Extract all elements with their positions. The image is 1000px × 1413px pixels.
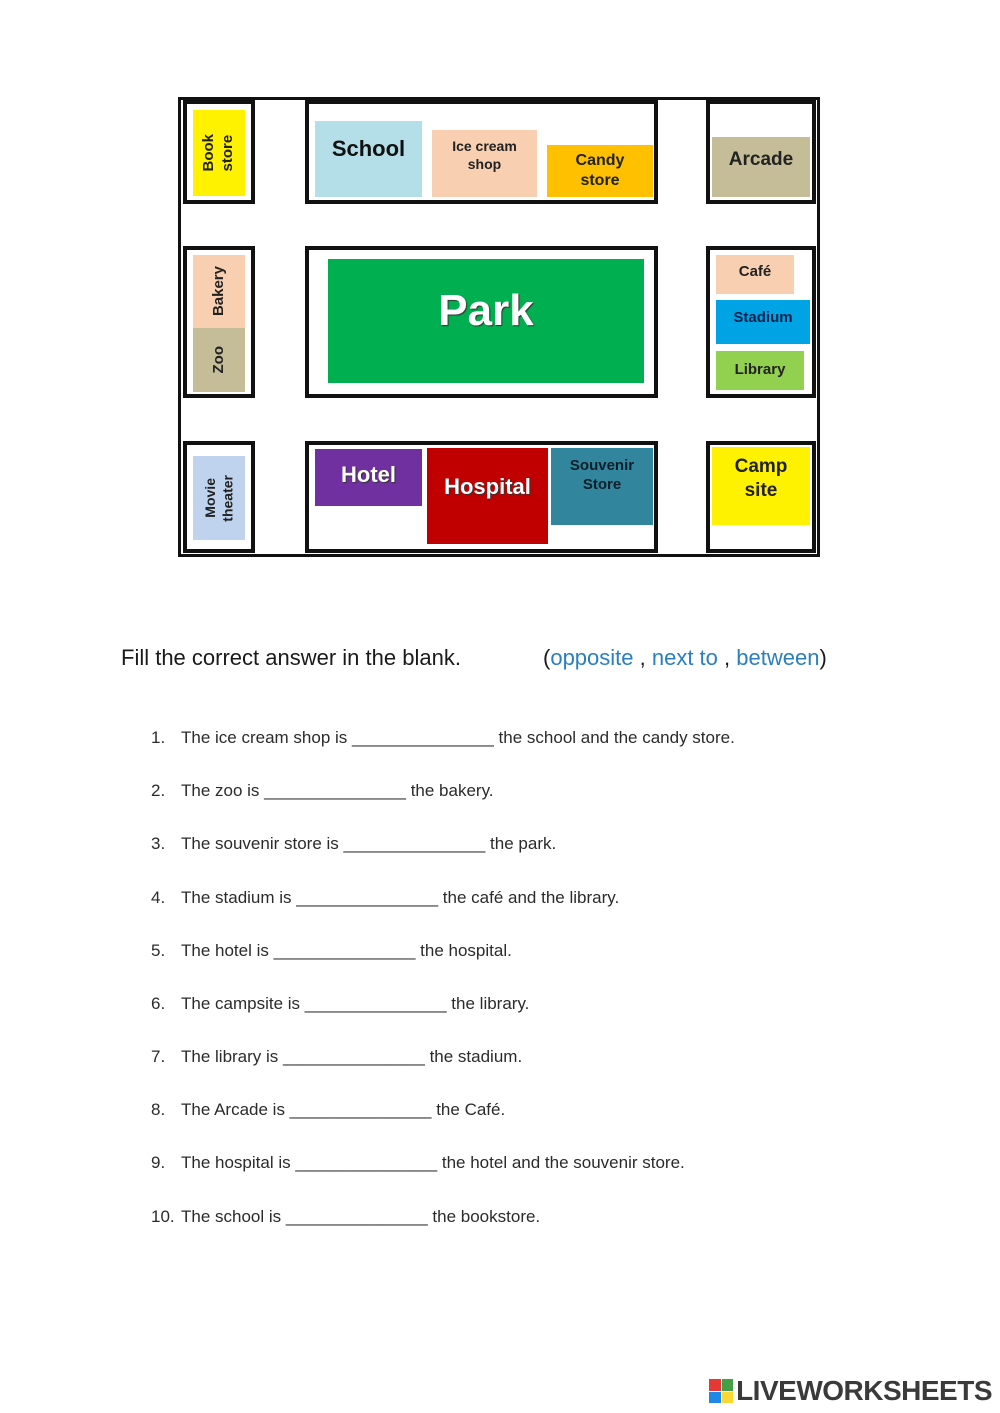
building-school: School xyxy=(315,121,422,197)
building-book-store: Book store xyxy=(193,110,245,196)
question-item[interactable]: 7. The library is _______________ the stadium. xyxy=(151,1047,523,1066)
question-item[interactable]: 2. The zoo is _______________ the bakery. xyxy=(151,781,494,800)
question-item[interactable]: 8. The Arcade is _______________ the Café. xyxy=(151,1100,506,1119)
building-zoo: Zoo xyxy=(193,328,245,392)
word-bank-close-paren: ) xyxy=(819,645,827,670)
building-hotel: Hotel xyxy=(315,449,422,506)
question-item[interactable]: 1. The ice cream shop is _______________ the school and the candy store. xyxy=(151,728,735,747)
liveworksheets-logo-icon xyxy=(709,1379,733,1403)
question-item[interactable]: 4. The stadium is _______________ the café and the library. xyxy=(151,888,620,907)
liveworksheets-logo[interactable] xyxy=(709,1375,992,1407)
building-hospital: Hospital xyxy=(427,448,548,544)
question-item[interactable]: 9. The hospital is _______________ the hotel and the souvenir store. xyxy=(151,1153,685,1172)
word-bank-separator: , xyxy=(633,645,652,670)
word-bank xyxy=(543,645,827,671)
building-cafe: Café xyxy=(716,255,794,294)
building-camp-site: Camp site xyxy=(712,447,810,525)
building-library: Library xyxy=(716,351,804,390)
building-movie-theater: Movie theater xyxy=(193,456,245,540)
instruction-text: Fill the correct answer in the blank. xyxy=(121,645,461,670)
building-stadium: Stadium xyxy=(716,300,810,344)
building-ice-cream-shop: Ice cream shop xyxy=(432,130,537,197)
word-bank-separator: , xyxy=(717,645,737,670)
word-bank-between: between xyxy=(736,645,820,670)
building-arcade: Arcade xyxy=(712,137,810,197)
question-item[interactable]: 6. The campsite is _______________ the library. xyxy=(151,994,530,1013)
word-bank-opposite: opposite xyxy=(550,645,634,670)
question-item[interactable]: 10. The school is _______________ the bookstore. xyxy=(151,1207,541,1226)
liveworksheets-logo-text: LIVEWORKSHEETS xyxy=(736,1375,992,1406)
word-bank-next-to: next to xyxy=(651,645,718,670)
word-bank-open-paren: ( xyxy=(543,645,551,670)
question-item[interactable]: 3. The souvenir store is _______________ the park. xyxy=(151,834,557,853)
building-bakery: Bakery xyxy=(193,255,245,328)
question-item[interactable]: 5. The hotel is _______________ the hospital. xyxy=(151,941,512,960)
building-park: Park xyxy=(328,259,644,383)
building-candy-store: Candy store xyxy=(547,145,653,197)
town-map xyxy=(0,0,1000,600)
building-souvenir-store: Souvenir Store xyxy=(551,448,653,525)
